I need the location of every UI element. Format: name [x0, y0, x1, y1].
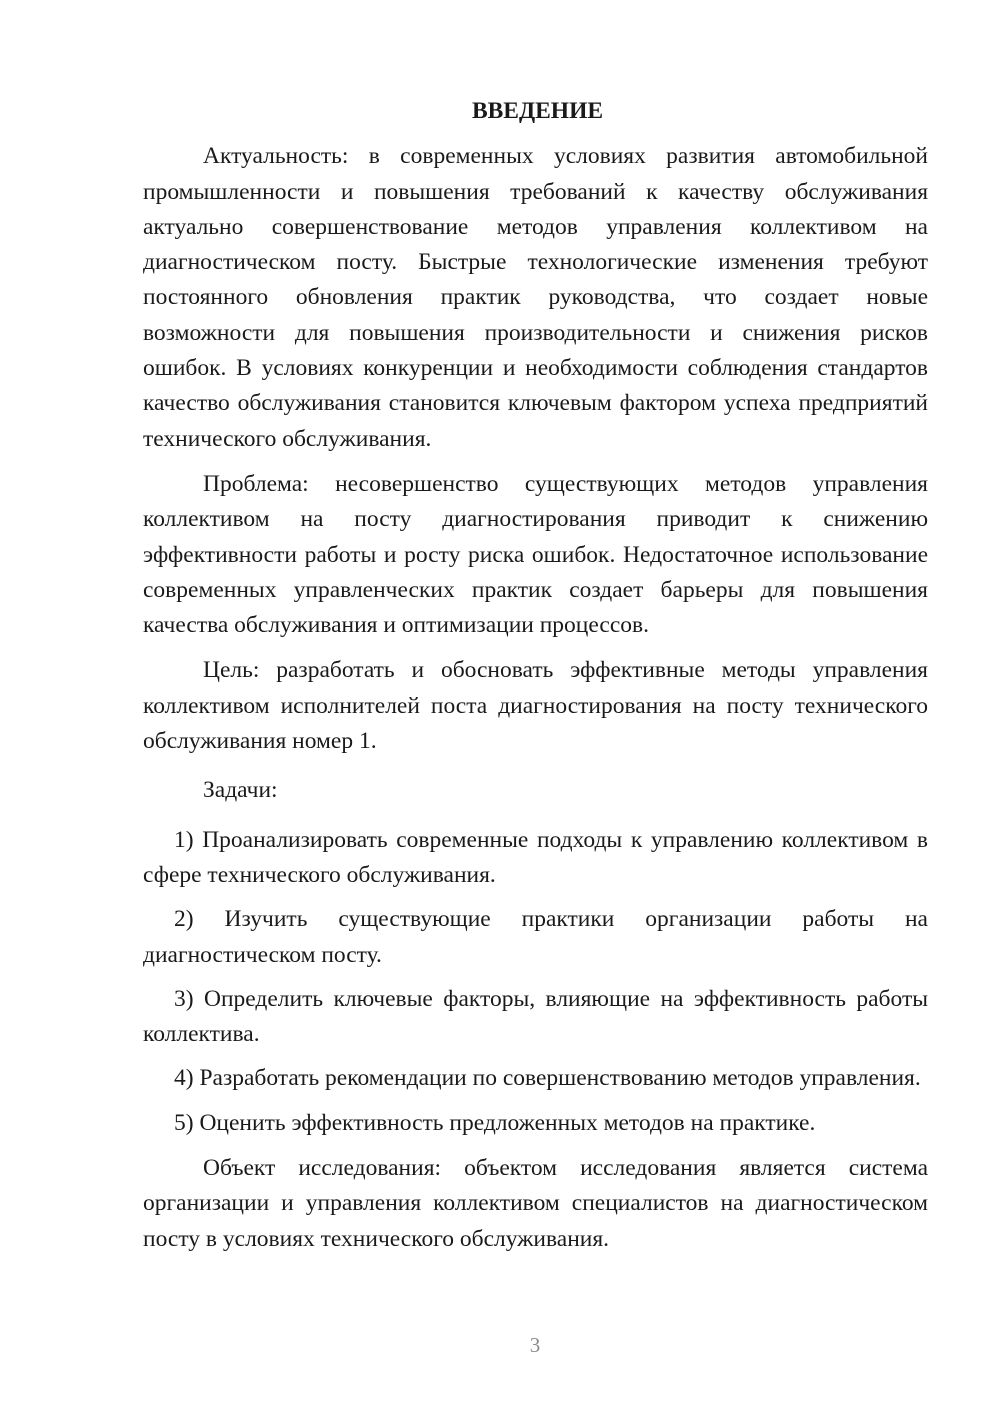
task-item: 1) Проанализировать современные подходы к управлению коллективом в сфере технического обслуживания. — [143, 826, 928, 888]
task-item: 4) Разработать рекомендации по совершенствованию методов управления. — [174, 1065, 921, 1092]
research-object-paragraph: Объект исследования: объектом исследования является система организации и управления коллективом специалистов на диагностическом посту в условиях технического обслуживания. — [143, 1155, 928, 1252]
problem-paragraph: Проблема: несовершенство существующих методов управления коллективом на посту диагностирования приводит к снижению эффективности работы и росту риска ошибок. Недостаточное использование современных управленческих практик создает барьеры для повышения качества обслуживания и оптимизации процессов. — [143, 470, 928, 639]
page-number: 3 — [529, 1333, 541, 1357]
tasks-heading: Задачи: — [203, 777, 278, 804]
relevance-paragraph: Актуальность: в современных условиях развития автомобильной промышленности и повышения требований к качеству обслуживания актуально совершенствование методов управления коллективом на диагностическом посту. Быстрые технологические изменения требуют постоянного обновления практик руководства, что создает новые возможности для повышения производительности и снижения рисков ошибок. В условиях конкуренции и необходимости соблюдения стандартов качество обслуживания становится ключевым фактором успеха предприятий технического обслуживания. — [143, 143, 928, 452]
goal-paragraph: Цель: разработать и обосновать эффективные методы управления коллективом исполнителей поста диагностирования на посту технического обслуживания номер 1. — [143, 657, 928, 755]
task-item: 3) Определить ключевые факторы, влияющие на эффективность работы коллектива. — [143, 985, 928, 1048]
page-title: ВВЕДЕНИЕ — [471, 98, 604, 124]
task-item: 5) Оценить эффективность предложенных методов на практике. — [174, 1109, 816, 1136]
page-body — [143, 94, 928, 1257]
task-item: 2) Изучить существующие практики организации работы на диагностическом посту. — [143, 906, 928, 968]
